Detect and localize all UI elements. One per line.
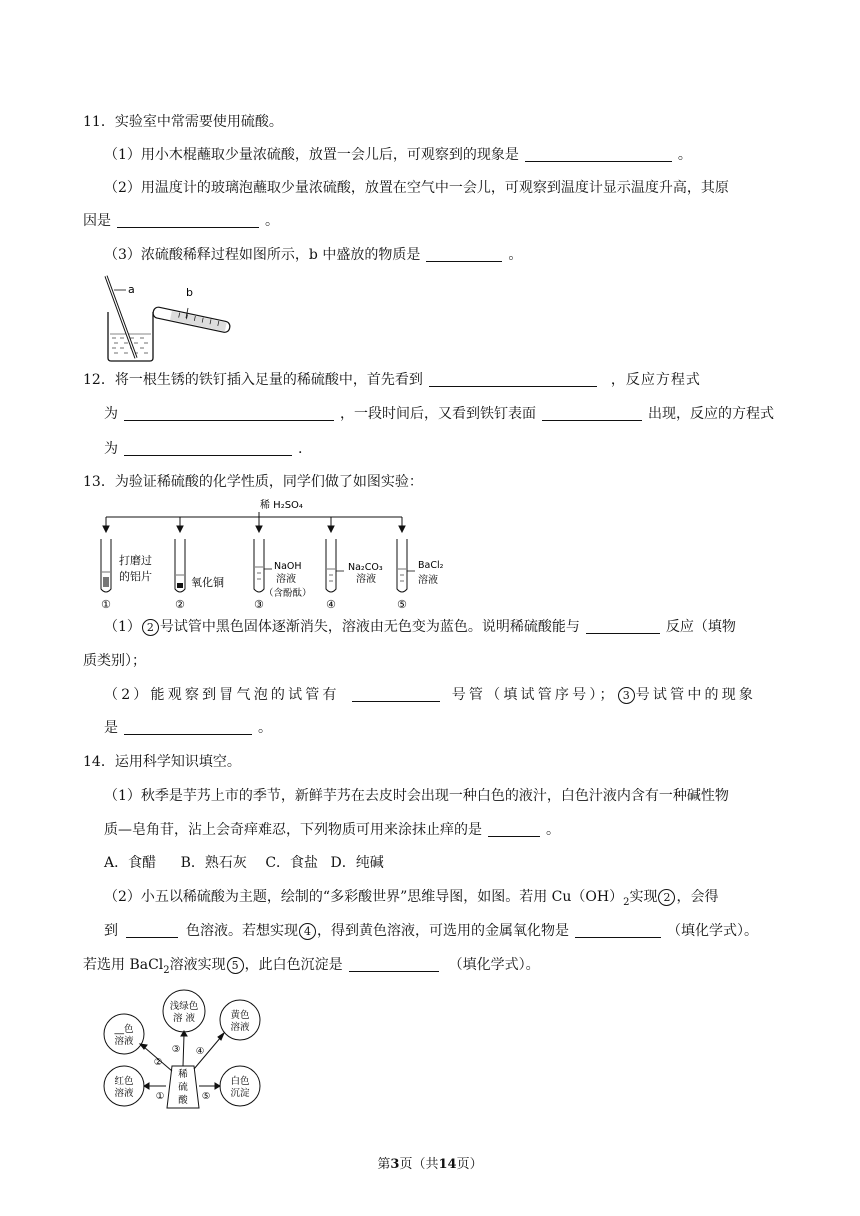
- tube1-label1: 打磨过: [119, 554, 152, 567]
- q14-part2-line1: （2）小五以稀硫酸为主题，绘制的“多彩酸世界”思维导图，如图。若用 $Cu(OH)_2$实现 2 ，会得: [104, 889, 719, 908]
- answer-blank[interactable]: [429, 371, 597, 387]
- q11-part2-line2: 因是 。: [83, 213, 279, 229]
- tube5-num: ⑤: [397, 598, 407, 611]
- answer-blank[interactable]: [126, 922, 178, 938]
- arrow-num-4: ④: [195, 1046, 205, 1057]
- center-char-2: 硫: [178, 1082, 188, 1093]
- circled-5: 5: [227, 957, 244, 974]
- answer-blank[interactable]: [525, 146, 672, 162]
- tube3-num: ③: [254, 598, 264, 611]
- arrow-num-2: ②: [153, 1057, 163, 1068]
- option-b[interactable]: B．熟石灰: [180, 855, 247, 871]
- answer-blank[interactable]: [124, 719, 252, 735]
- q14-part1-line1: （1）秋季是芋艿上市的季节，新鲜芋艿在去皮时会出现一种白色的液汁，白色汁液内含有一种碱性物: [104, 788, 729, 804]
- acid-mindmap: [100, 987, 275, 1116]
- tube4-num: ④: [326, 598, 336, 611]
- circled-4: 4: [299, 923, 316, 940]
- node4-line2: 溶液: [114, 1088, 134, 1099]
- q11-part3: （3）浓硫酸稀释过程如图所示，b 中盛放的物质是 。: [104, 247, 523, 263]
- q12-line2: 为 ，一段时间后，又看到铁钉表面 出现，反应的方程式: [104, 406, 774, 422]
- circled-2: 2: [658, 889, 675, 906]
- answer-blank[interactable]: [426, 246, 502, 262]
- acid-experiment-figure: [100, 497, 445, 616]
- q11-part2-line1: （2）用温度计的玻璃泡蘸取少量浓硫酸，放置在空气中一会儿，可观察到温度计显示温度升高，其原: [104, 180, 729, 196]
- node1-line1: __色: [114, 1024, 134, 1035]
- q14-part2-line3: 若选用 BaCl$_2$溶液实现 5 ，此白色沉淀是 （填化学式）。: [83, 957, 540, 976]
- answer-blank[interactable]: [488, 821, 540, 837]
- q12-line3: 为 .: [104, 441, 303, 457]
- option-d[interactable]: D．纯碱: [330, 855, 384, 871]
- tube2-num: ②: [175, 598, 185, 611]
- q14-part2-line2: 到 色溶液。若想实现 4 ，得到黄色溶液，可选用的金属氧化物是 （填化学式）。: [104, 923, 758, 939]
- node5-line1: 白色: [230, 1076, 250, 1087]
- q13-part2-line1: （2）能观察到冒气泡的试管有 号管（填试管序号）； 3 号试管中的现象: [104, 687, 757, 703]
- tube3-label1: NaOH: [274, 561, 302, 572]
- answer-blank[interactable]: [586, 618, 660, 634]
- q12-line1: 12．将一根生锈的铁钉插入足量的稀硫酸中，首先看到 ，反应方程式: [83, 372, 701, 388]
- answer-blank[interactable]: [117, 212, 259, 228]
- arrow-num-3: ③: [171, 1044, 181, 1055]
- acid-label: 稀 H₂SO₄: [260, 500, 303, 511]
- label-a: a: [128, 283, 135, 296]
- q11-part1: （1）用小木棍蘸取少量浓硫酸，放置一会儿后，可观察到的现象是 。: [104, 147, 692, 163]
- tube1-num: ①: [101, 598, 111, 611]
- node3-line1: 黄色: [230, 1010, 250, 1021]
- tube2-label1: 氧化铜: [191, 576, 224, 589]
- arrow-num-5: ⑤: [201, 1091, 211, 1102]
- tube5-label1: BaCl₂: [418, 560, 444, 571]
- answer-blank[interactable]: [124, 440, 292, 456]
- node4-line1: 红色: [114, 1076, 134, 1087]
- node3-line2: 溶液: [230, 1022, 250, 1033]
- q13-part1-line2: 质类别）；: [83, 653, 146, 669]
- answer-blank[interactable]: [349, 956, 439, 972]
- answer-blank[interactable]: [352, 686, 440, 702]
- answer-blank[interactable]: [575, 922, 661, 938]
- q11-stem: 11．实验室中常需要使用硫酸。: [83, 114, 283, 130]
- q13-part2-line2: 是 。: [104, 720, 272, 736]
- q13-part1-line1: （1） 2 号试管中黑色固体逐渐消失，溶液由无色变为蓝色。说明稀硫酸能与 反应（填物: [104, 619, 736, 635]
- answer-blank[interactable]: [124, 405, 334, 421]
- dilution-figure: [100, 272, 235, 368]
- tube1-label2: 的铝片: [119, 570, 152, 583]
- circled-3: 3: [618, 687, 635, 704]
- circled-2: 2: [142, 619, 159, 636]
- tube3-label2: 溶液: [276, 574, 296, 585]
- tube4-label1: Na₂CO₃: [348, 562, 383, 573]
- tube5-label2: 溶液: [418, 575, 438, 586]
- q14-stem: 14．运用科学知识填空。: [83, 754, 241, 770]
- tube3-label3: （含酚酞）: [264, 588, 312, 599]
- q13-stem: 13．为验证稀硫酸的化学性质，同学们做了如图实验：: [83, 474, 423, 490]
- q14-options: [104, 853, 384, 873]
- answer-blank[interactable]: [542, 405, 642, 421]
- tube4-label2: 溶液: [356, 574, 376, 585]
- arrow-num-1: ①: [155, 1091, 165, 1102]
- node2-line2: 溶 液: [172, 1013, 196, 1024]
- page-footer: 第3页（共14页）: [377, 1157, 483, 1172]
- option-a[interactable]: A．食醋: [104, 855, 157, 871]
- node5-line2: 沉淀: [230, 1088, 250, 1099]
- option-c[interactable]: C．食盐: [265, 855, 319, 871]
- node1-line2: 溶液: [114, 1036, 134, 1047]
- q14-part1-line2: 质—皂角苷，沾上会奇痒难忍，下列物质可用来涂抹止痒的是 。: [104, 822, 560, 838]
- center-char-3: 酸: [178, 1095, 188, 1106]
- center-char-1: 稀: [178, 1069, 188, 1080]
- node2-line1: 浅绿色: [169, 1001, 199, 1012]
- label-b: b: [186, 286, 193, 299]
